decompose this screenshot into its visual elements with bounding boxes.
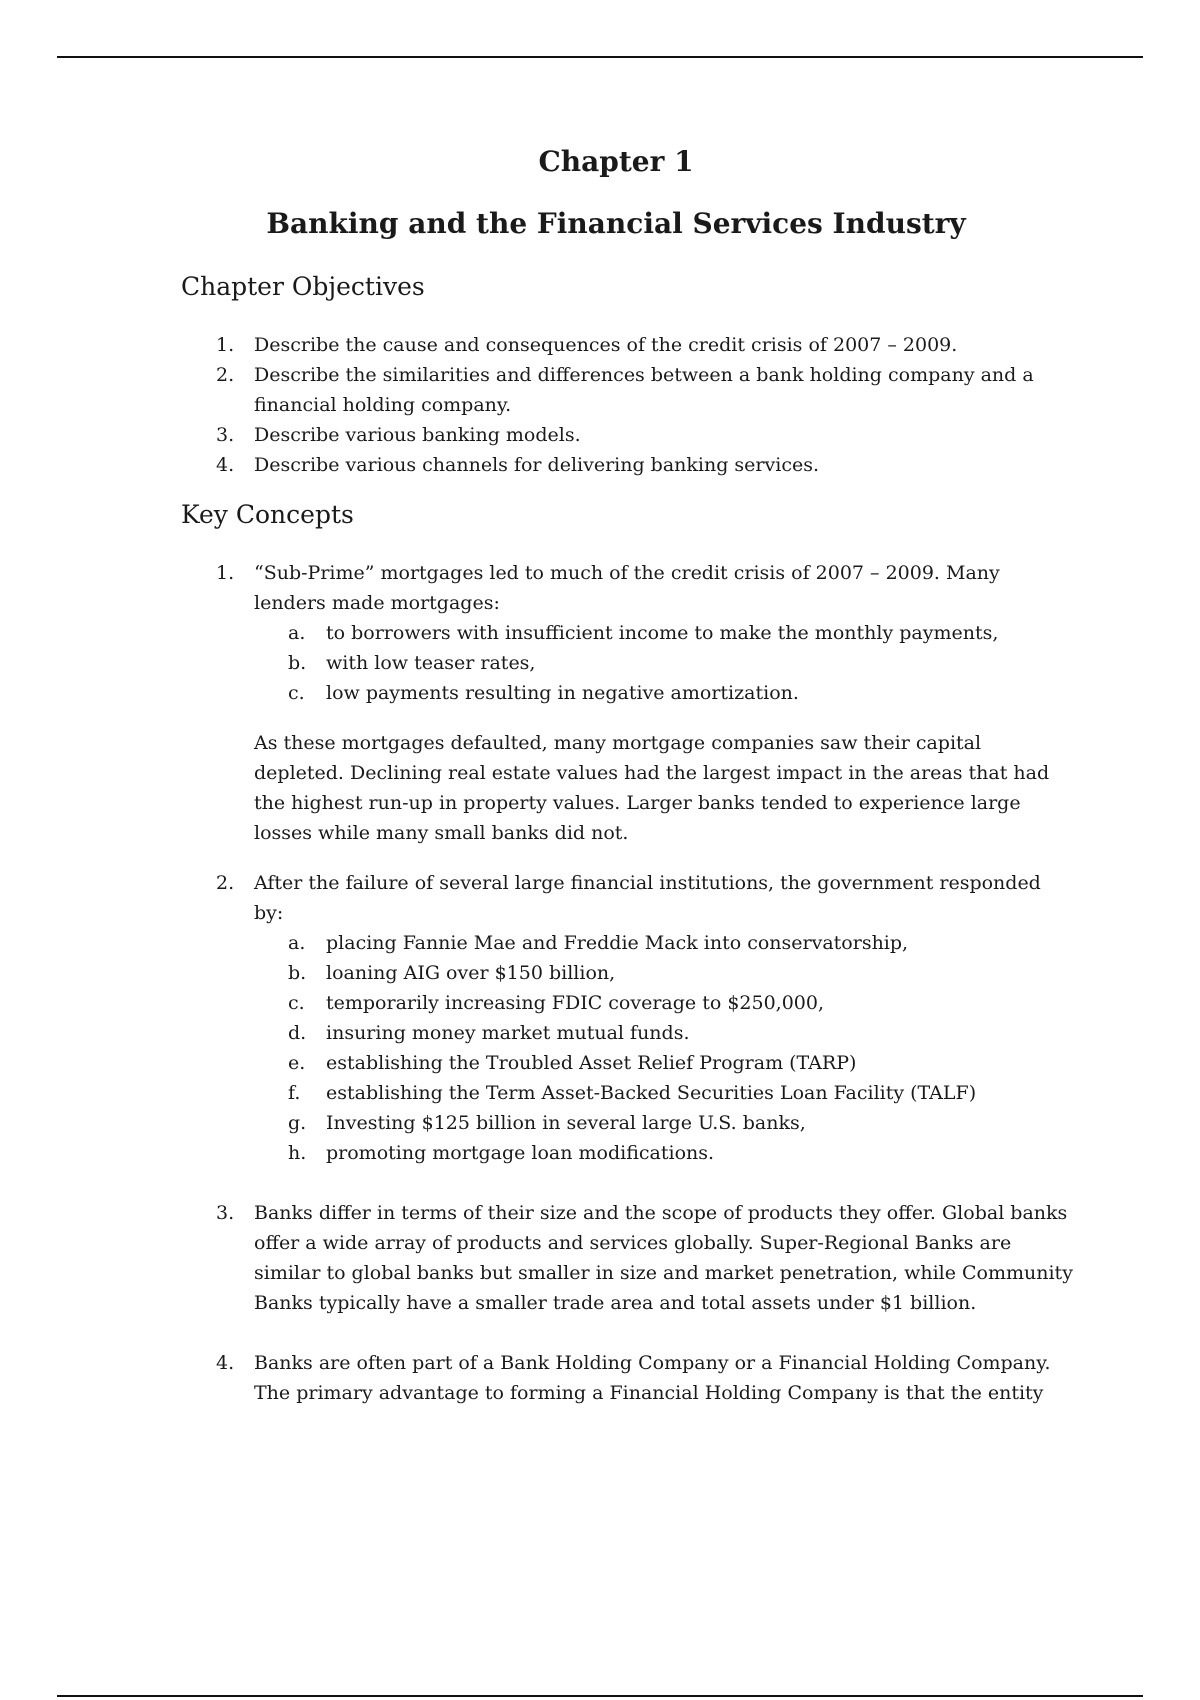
sub-item-text: loaning AIG over $150 billion, [326, 962, 616, 984]
bottom-rule [57, 1695, 1143, 1697]
key-concept-text: “Sub-Prime” mortgages led to much of the credit crisis of 2007 – 2009. Many lenders made mortgages: [254, 562, 1000, 614]
sub-item [254, 958, 1076, 988]
sub-item [254, 1048, 1076, 1078]
sub-item-text: promoting mortgage loan modifications. [326, 1142, 715, 1164]
objective-text: Describe various banking models. [254, 424, 581, 446]
sub-item-letter: c. [288, 992, 305, 1014]
chapter-title: Banking and the Financial Services Industry [266, 207, 966, 240]
key-concept-item-2 [216, 868, 1076, 1168]
objective-text: Describe the cause and consequences of the credit crisis of 2007 – 2009. [254, 334, 958, 356]
sub-item [254, 678, 1076, 708]
sub-item-text: establishing the Term Asset-Backed Securities Loan Facility (TALF) [326, 1082, 977, 1104]
sub-item-letter: h. [288, 1142, 307, 1164]
sub-item-text: low payments resulting in negative amortization. [326, 682, 799, 704]
sub-item [254, 648, 1076, 678]
objective-number: 1. [216, 334, 235, 356]
key-concept-item-4 [216, 1348, 1076, 1408]
key-concept-sublist [254, 928, 1076, 1168]
sub-item [254, 1138, 1076, 1168]
objective-number: 2. [216, 364, 235, 386]
sub-item-text: to borrowers with insufficient income to make the monthly payments, [326, 622, 999, 644]
chapter-number: Chapter 1 [538, 145, 694, 178]
objective-item [216, 420, 1076, 450]
sub-item-text: with low teaser rates, [326, 652, 536, 674]
key-concept-number: 2. [216, 872, 235, 894]
sub-item-text: insuring money market mutual funds. [326, 1022, 690, 1044]
key-concepts-heading: Key Concepts [181, 500, 354, 529]
key-concept-text: Banks differ in terms of their size and the scope of products they offer. Global banks offer a wide array of products and services globally. Super-Regional Banks are similar to global banks but smaller in size and market penetration, while Community Banks typically have a smaller trade area and total assets under $1 billion. [254, 1202, 1073, 1314]
sub-item-text: placing Fannie Mae and Freddie Mack into conservatorship, [326, 932, 909, 954]
sub-item-letter: c. [288, 682, 305, 704]
key-concept-sublist [254, 618, 1076, 708]
key-concept-text: Banks are often part of a Bank Holding Company or a Financial Holding Company. The primary advantage to forming a Financial Holding Company is that the entity [254, 1352, 1051, 1404]
key-concept-item-3 [216, 1198, 1076, 1318]
sub-item-letter: f. [288, 1082, 301, 1104]
objectives-heading: Chapter Objectives [181, 272, 425, 301]
sub-item-letter: a. [288, 622, 306, 644]
sub-item-text: temporarily increasing FDIC coverage to $250,000, [326, 992, 825, 1014]
objective-item [216, 450, 1076, 480]
key-concept-item-1 [216, 558, 1076, 848]
key-concept-number: 3. [216, 1202, 235, 1224]
sub-item-text: Investing $125 billion in several large U.S. banks, [326, 1112, 806, 1134]
sub-item-letter: a. [288, 932, 306, 954]
objective-number: 3. [216, 424, 235, 446]
sub-item-letter: d. [288, 1022, 307, 1044]
objective-item [216, 330, 1076, 360]
key-concept-text: After the failure of several large financial institutions, the government responded by: [254, 872, 1041, 924]
objective-number: 4. [216, 454, 235, 476]
sub-item-letter: b. [288, 652, 307, 674]
sub-item [254, 1108, 1076, 1138]
sub-item-letter: b. [288, 962, 307, 984]
sub-item [254, 618, 1076, 648]
sub-item [254, 928, 1076, 958]
objective-text: Describe the similarities and differences between a bank holding company and a financial holding company. [254, 364, 1034, 416]
objectives-list [216, 330, 1076, 480]
sub-item [254, 1018, 1076, 1048]
key-concept-number: 1. [216, 562, 235, 584]
sub-item-letter: g. [288, 1112, 307, 1134]
top-rule [57, 56, 1143, 58]
objective-text: Describe various channels for delivering banking services. [254, 454, 819, 476]
sub-item-text: establishing the Troubled Asset Relief Program (TARP) [326, 1052, 857, 1074]
key-concept-paragraph: As these mortgages defaulted, many mortgage companies saw their capital depleted. Declining real estate values had the largest impact in the areas that had the highest run-up in property values. Larger banks tended to experience large losses while many small banks did not. [254, 732, 1050, 844]
key-concepts-list [216, 558, 1076, 1408]
sub-item [254, 988, 1076, 1018]
sub-item [254, 1078, 1076, 1108]
sub-item-letter: e. [288, 1052, 306, 1074]
objective-item [216, 360, 1076, 420]
key-concept-number: 4. [216, 1352, 235, 1374]
